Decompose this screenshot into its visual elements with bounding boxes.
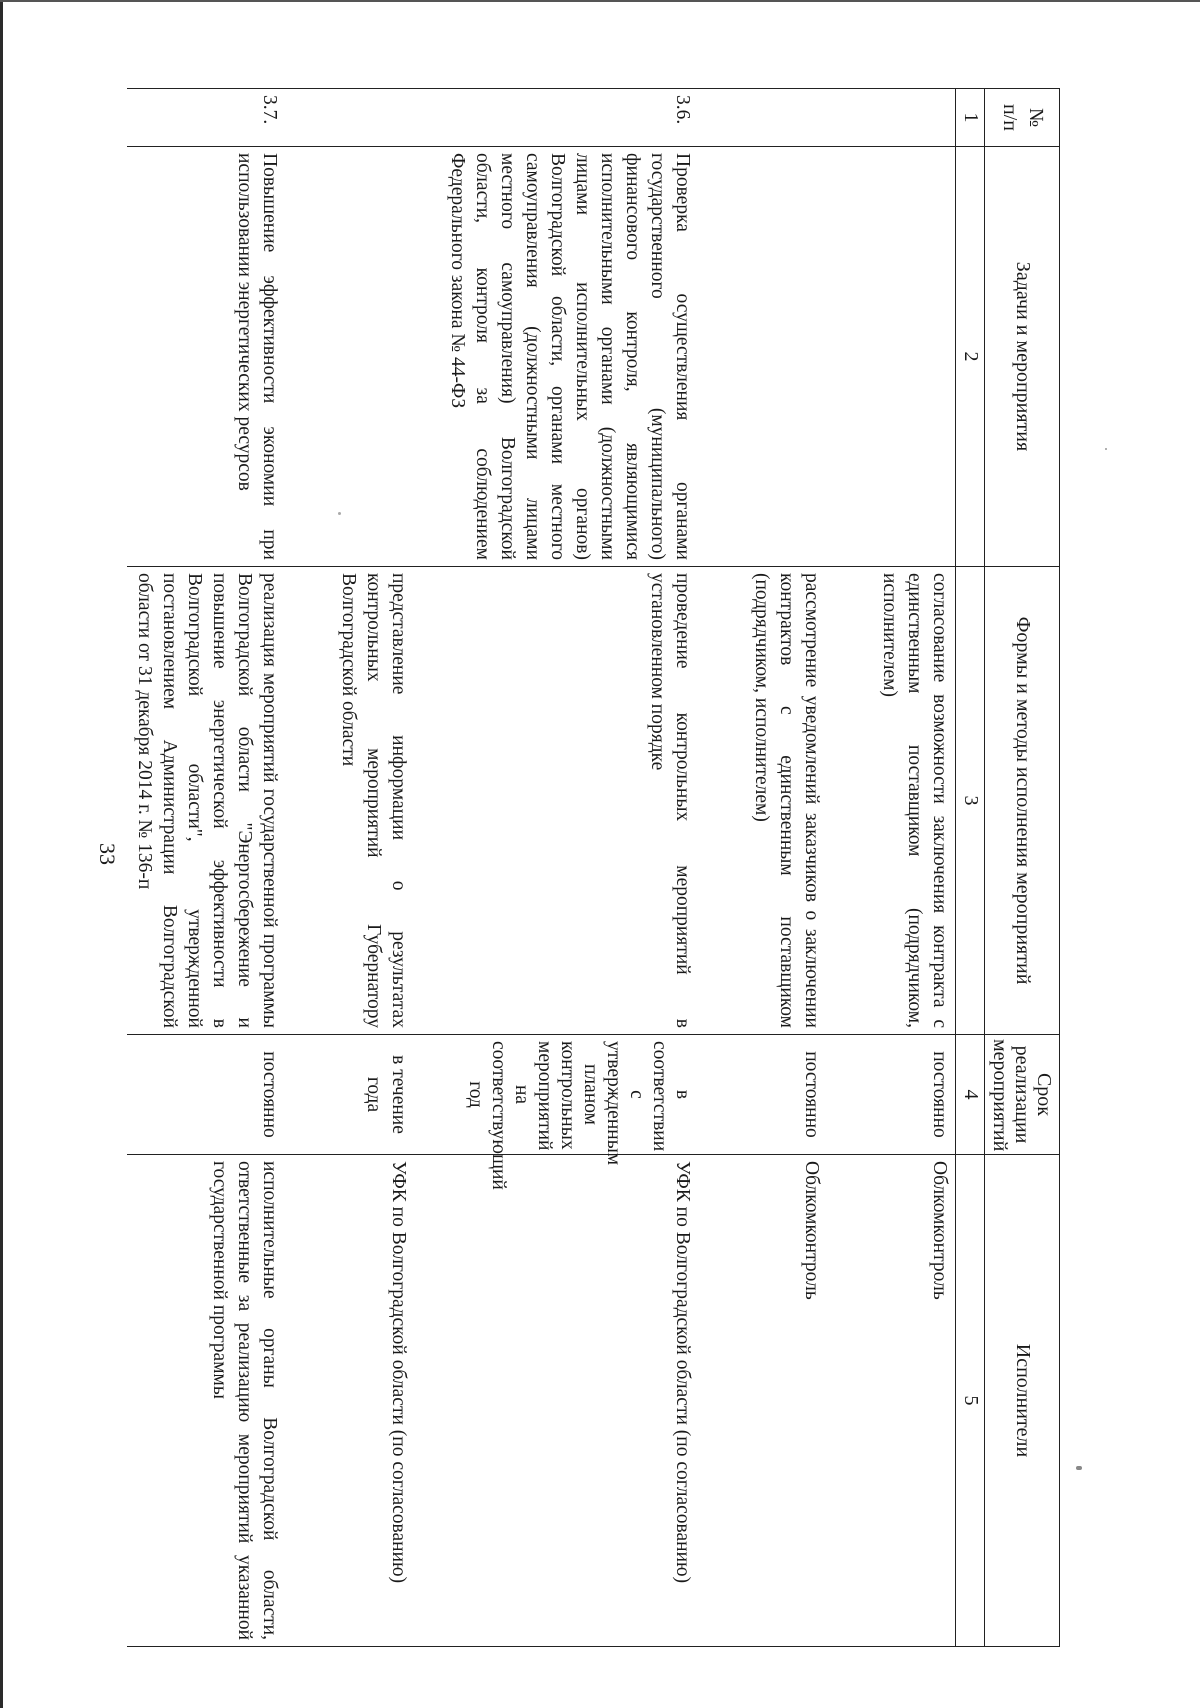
table-row [873,89,956,1647]
measures-table [127,88,1060,1647]
row-method: реализация мероприятий государственной программы Волгоградской области "Энергосбережение и повышение энергетической эффективности в Волгоградской области", утвержденной постановлением Администрации Волгоградской области от 31 декабря 2014 г. № 136-п [127,567,285,1035]
row-method: проведение контрольных мероприятий в установленном порядке [460,567,698,1035]
table-row [744,89,827,1647]
row-task [744,147,827,567]
column-number: 4 [956,1035,985,1155]
row-number [873,89,956,147]
row-term: постоянно [127,1035,285,1155]
header-term: Срок реализации мероприятий [985,1035,1060,1155]
column-number: 2 [956,147,985,567]
row-task: Повышение эффективности экономии при использовании энергетических ресурсов [127,147,285,567]
table-body [127,89,956,1647]
row-task [873,147,956,567]
column-number: 5 [956,1155,985,1647]
row-executor: исполнительные органы Волгоградской области, ответственные за реализацию мероприятий указанной государственной программы [127,1155,285,1647]
row-term: в соответствии с утвержденным планом контрольных мероприятий на соответствующий год [460,1035,698,1155]
header-executors: Исполнители [985,1155,1060,1647]
header-tasks: Задачи и мероприятия [985,147,1060,567]
row-term: постоянно [873,1035,956,1155]
column-number: 3 [956,567,985,1035]
column-number: 1 [956,89,985,147]
row-executor: УФК по Волгоградской области (по согласованию) [460,1155,698,1647]
header-methods: Формы и методы исполнения мероприятий [985,567,1060,1035]
row-method: согласование возможности заключения контракта с единственным поставщиком (подрядчиком, исполнителем) [873,567,956,1035]
row-number: 3.7. [127,89,285,147]
row-number: 3.6. [460,89,698,147]
table-row [460,89,698,1647]
header-number: № п/п [985,89,1060,147]
page-number: 33 [95,843,120,865]
row-method: представление информации о результатах контрольных мероприятий Губернатору Волгоградской области [331,567,414,1035]
row-executor: Облкомконтроль [744,1155,827,1647]
row-number [744,89,827,147]
row-method: рассмотрение уведомлений заказчиков о заключении контрактов с единственным поставщиком (подрядчиком, исполнителем) [744,567,827,1035]
row-number [331,89,414,147]
row-term: постоянно [744,1035,827,1155]
row-executor: Облкомконтроль [873,1155,956,1647]
row-task: Проверка осуществления органами государственного (муниципального) финансового контроля, являющимися исполнительными органами (должностными лицами исполнительных органов) Волгоградской области, органами местного самоуправления (должностными лицами местного самоуправления) Волгоградской области, контроля за соблюдением Федерального закона № 44-ФЗ [331,147,698,567]
table-row [127,89,285,1647]
row-term: в течение года [331,1035,414,1155]
row-executor: УФК по Волгоградской области (по согласованию) [331,1155,414,1647]
table-header [956,89,1060,1647]
